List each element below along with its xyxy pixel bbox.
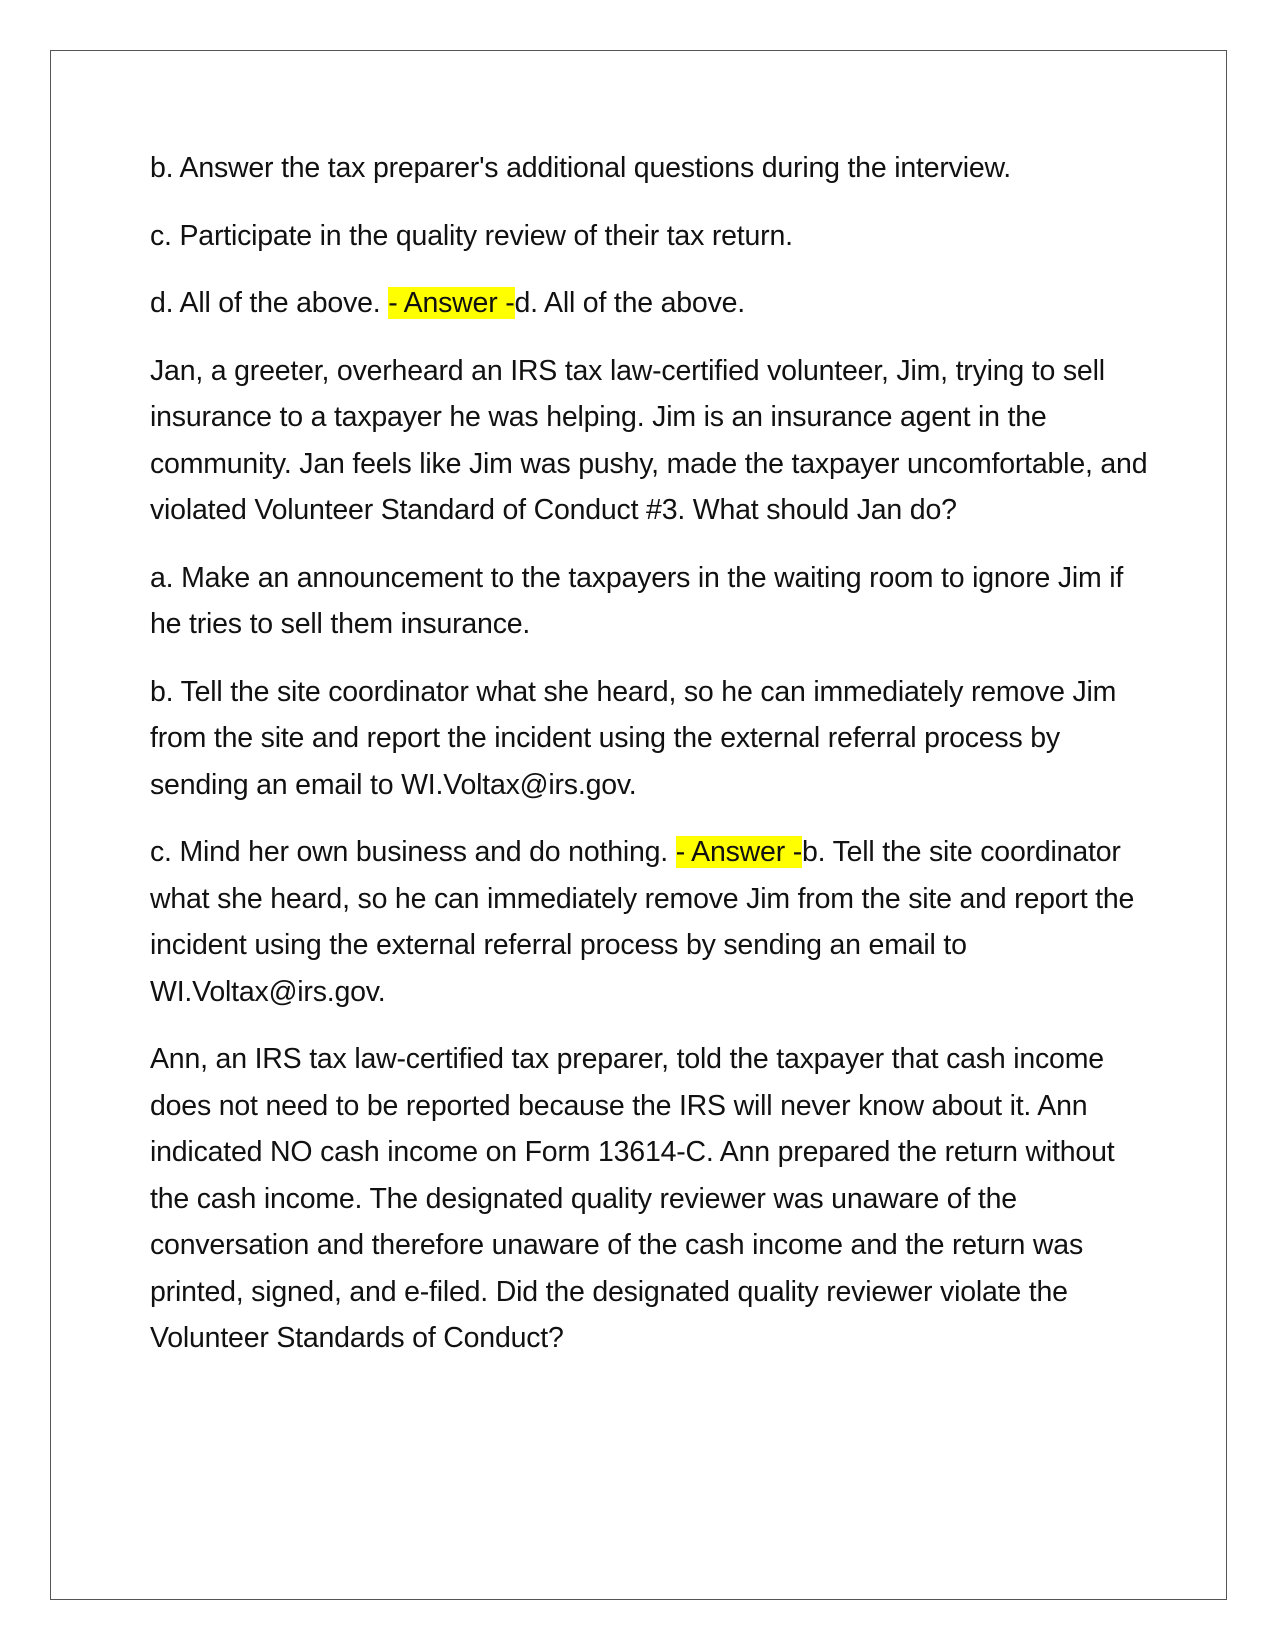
option-text: a. Make an announcement to the taxpayers in the waiting room to ignore Jim if he tries to sell them insurance. (150, 561, 1124, 640)
answer-option-d-with-key (150, 280, 1150, 327)
question-jan-greeter (150, 348, 1150, 534)
answer-highlight: - Answer - (388, 287, 515, 319)
document-body (150, 145, 1150, 1383)
answer-option-b (150, 669, 1150, 809)
option-text: d. All of the above. (150, 287, 389, 319)
answer-option-c (150, 213, 1150, 260)
question-text: Ann, an IRS tax law-certified tax preparer, told the taxpayer that cash income does not need to be reported because the IRS will never know about it. Ann indicated NO cash income on Form 13614-C. Ann prepared the return without the cash income. The designated quality reviewer was unaware of the conversation and therefore unaware of the cash income and the return was printed, signed, and e-filed. Did the designated quality reviewer violate the Volunteer Standards of Conduct? (150, 1043, 1115, 1354)
answer-highlight: - Answer - (675, 836, 802, 868)
question-ann-preparer (150, 1036, 1150, 1362)
option-text: c. Participate in the quality review of their tax return. (150, 219, 793, 252)
answer-option-b (150, 145, 1150, 192)
option-text: c. Mind her own business and do nothing. (150, 836, 676, 868)
option-text: b. Tell the site coordinator what she heard, so he can immediately remove Jim from the site and report the incident using the external referral process by sending an email to WI.Voltax@irs.gov. (150, 675, 1117, 801)
correct-answer-text: b. Tell the site coordinator what she heard, so he can immediately remove Jim from the site and report the incident using the external referral process by sending an email to WI.Voltax@irs.gov. (150, 836, 1135, 1008)
correct-answer-text: d. All of the above. (514, 287, 745, 319)
answer-option-a (150, 555, 1150, 648)
answer-option-c-with-key (150, 829, 1150, 1015)
question-text: Jan, a greeter, overheard an IRS tax law-certified volunteer, Jim, trying to sell insurance to a taxpayer he was helping. Jim is an insurance agent in the community. Jan feels like Jim was pushy, made the taxpayer uncomfortable, and violated Volunteer Standard of Conduct #3. What should Jan do? (150, 354, 1148, 526)
option-text: b. Answer the tax preparer's additional questions during the interview. (150, 152, 1012, 184)
